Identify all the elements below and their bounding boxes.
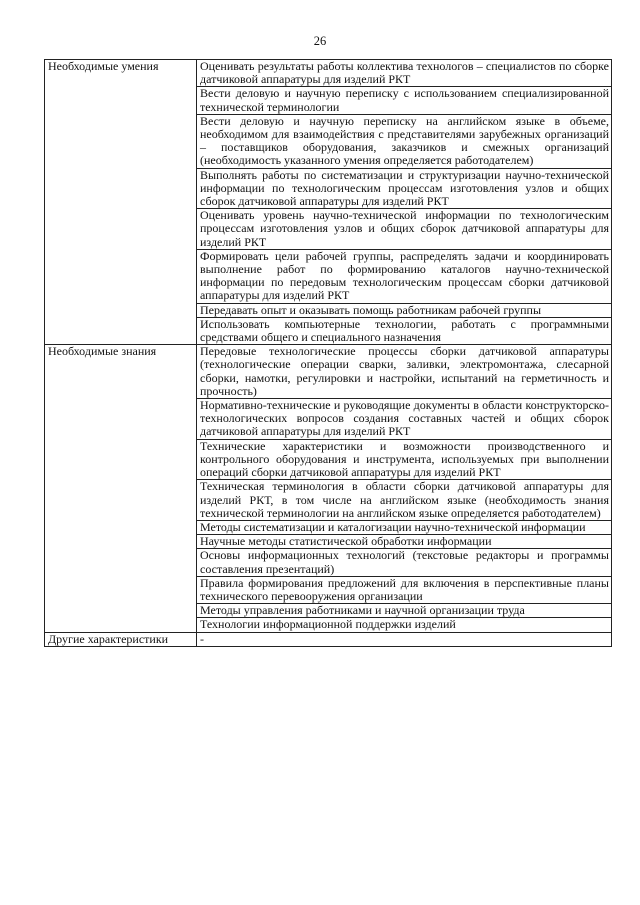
section-label-other: Другие характеристики	[45, 632, 197, 646]
requirements-table	[44, 59, 612, 647]
skill-item: Оценивать уровень научно-технической информации по технологическим процессам изготовления узлов и общих сборок датчиковой аппаратуры для изделий РКТ	[197, 209, 612, 250]
knowledge-item: Передовые технологические процессы сборки датчиковой аппаратуры (технологические операции сварки, заливки, электромонтажа, слесарной сборки, намотки, регулировки и настройки, испытаний на герметичность и прочность)	[197, 345, 612, 399]
table-row	[45, 60, 612, 87]
knowledge-item: Методы систематизации и каталогизации научно-технической информации	[197, 520, 612, 534]
table-row	[45, 345, 612, 399]
skill-item: Использовать компьютерные технологии, работать с программными средствами общего и специального назначения	[197, 317, 612, 344]
knowledge-item: Основы информационных технологий (текстовые редакторы и программы составления презентаций)	[197, 549, 612, 576]
knowledge-item: Технологии информационной поддержки изделий	[197, 618, 612, 632]
section-label-skills: Необходимые умения	[45, 60, 197, 345]
skill-item: Выполнять работы по систематизации и структуризации научно-технической информации по технологическим процессам изготовления узлов и общих сборок датчиковой аппаратуры для изделий РКТ	[197, 168, 612, 209]
skill-item: Оценивать результаты работы коллектива технологов – специалистов по сборке датчиковой аппаратуры для изделий РКТ	[197, 60, 612, 87]
knowledge-item: Методы управления работниками и научной организации труда	[197, 604, 612, 618]
knowledge-item: Технические характеристики и возможности производственного и контрольного оборудования и инструмента, используемых при выполнении операций сборки датчиковой аппаратуры для изделий РКТ	[197, 439, 612, 480]
section-label-knowledge: Необходимые знания	[45, 345, 197, 632]
other-item: -	[197, 632, 612, 646]
knowledge-item: Научные методы статистической обработки информации	[197, 535, 612, 549]
table-row	[45, 632, 612, 646]
skill-item: Формировать цели рабочей группы, распределять задачи и координировать выполнение работ по формированию каталогов научно-технической информации по передовым технологическим процессам сборки датчиковой аппаратуры для изделий РКТ	[197, 249, 612, 303]
page-number: 26	[313, 34, 327, 48]
knowledge-item: Нормативно-технические и руководящие документы в области конструкторско-технологических вопросов создания составных частей и общих сборок датчиковой аппаратуры для изделий РКТ	[197, 399, 612, 440]
skill-item: Передавать опыт и оказывать помощь работникам рабочей группы	[197, 303, 612, 317]
knowledge-item: Техническая терминология в области сборки датчиковой аппаратуры для изделий РКТ, в том числе на английском языке (необходимость знания технической терминологии на английском языке определяется работодателем)	[197, 480, 612, 521]
skill-item: Вести деловую и научную переписку на английском языке в объеме, необходимом для взаимодействия с представителями зарубежных организаций – поставщиков оборудования, заказчиков и смежных организаций (необходимость указанного умения определяется работодателем)	[197, 114, 612, 168]
skill-item: Вести деловую и научную переписку с использованием специализированной технической терминологии	[197, 87, 612, 114]
knowledge-item: Правила формирования предложений для включения в перспективные планы технического перевооружения организации	[197, 576, 612, 603]
